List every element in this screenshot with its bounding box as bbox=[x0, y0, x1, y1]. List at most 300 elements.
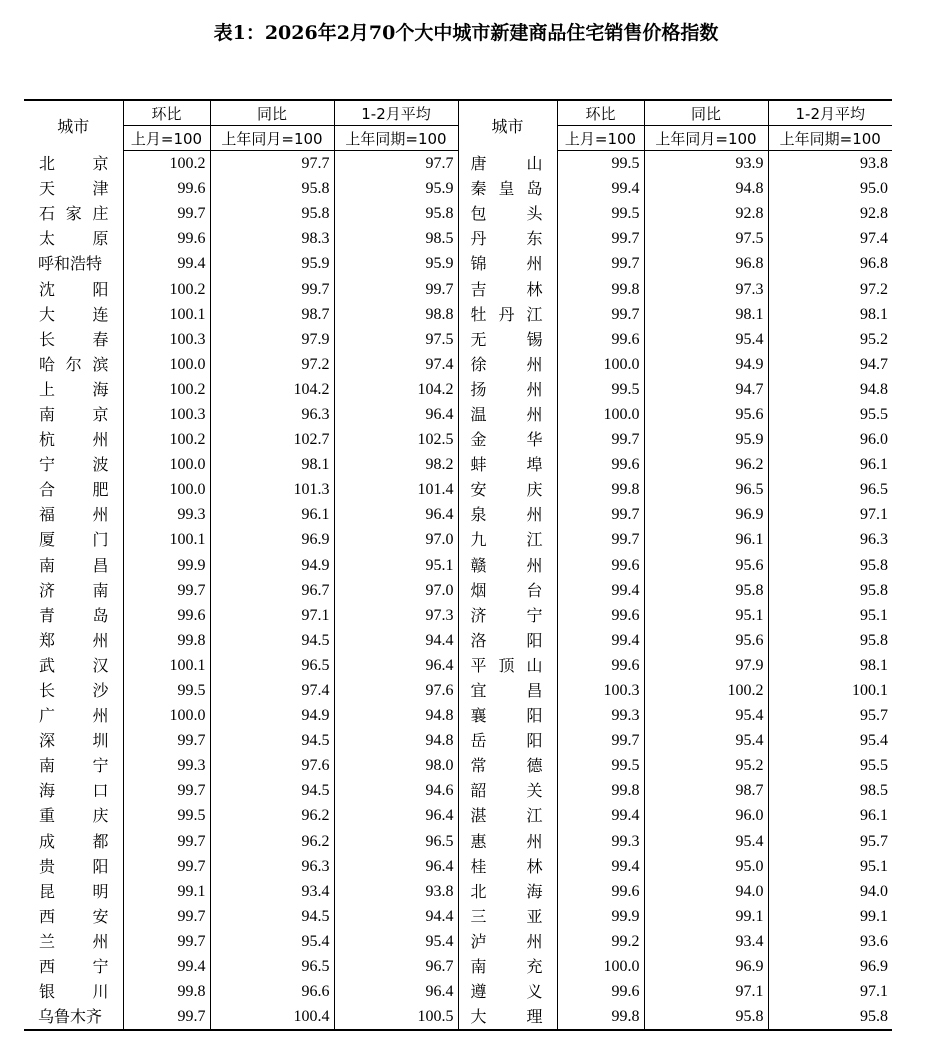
city-name-right: 宜 昌 bbox=[458, 678, 557, 703]
city-name-left: 宁 波 bbox=[24, 452, 123, 477]
city-name-left: 昆 明 bbox=[24, 879, 123, 904]
avg-value-right: 98.5 bbox=[860, 782, 888, 800]
yoy-value-left: 96.1 bbox=[210, 502, 334, 527]
yoy-value-right: 97.1 bbox=[644, 979, 768, 1004]
city-name-left: 长 沙 bbox=[24, 678, 123, 703]
city-name-right: 安 庆 bbox=[458, 477, 557, 502]
avg-value-left: 102.5 bbox=[334, 427, 458, 452]
avg-value-left: 96.4 bbox=[334, 979, 458, 1004]
avg-value-left: 94.4 bbox=[334, 904, 458, 929]
table-row bbox=[24, 954, 892, 979]
mom-value-left: 100.1 bbox=[123, 302, 210, 327]
yoy-value-right: 95.4 bbox=[644, 829, 768, 854]
mom-value-left: 100.1 bbox=[123, 527, 210, 552]
yoy-value-right: 98.7 bbox=[644, 778, 768, 803]
table-row bbox=[24, 929, 892, 954]
yoy-value-right: 95.6 bbox=[644, 402, 768, 427]
yoy-value-right: 95.8 bbox=[644, 1004, 768, 1030]
mom-value-right: 100.0 bbox=[557, 402, 644, 427]
city-name-right: 秦 皇 岛 bbox=[458, 176, 557, 201]
header-mom-left: 环比 bbox=[123, 100, 210, 126]
yoy-value-left: 101.3 bbox=[210, 477, 334, 502]
yoy-value-left: 96.6 bbox=[210, 979, 334, 1004]
table-row bbox=[24, 829, 892, 854]
yoy-value-left: 94.9 bbox=[210, 703, 334, 728]
avg-value-left: 96.4 bbox=[334, 402, 458, 427]
city-name-left: 福 州 bbox=[24, 502, 123, 527]
yoy-value-left: 95.8 bbox=[210, 176, 334, 201]
mom-value-right: 100.0 bbox=[557, 954, 644, 979]
avg-value-left: 96.4 bbox=[334, 803, 458, 828]
city-name-right: 惠 州 bbox=[458, 829, 557, 854]
mom-value-right: 99.6 bbox=[557, 553, 644, 578]
mom-value-right: 99.3 bbox=[557, 703, 644, 728]
avg-value-right: 94.7 bbox=[860, 355, 888, 373]
city-name-left: 青 岛 bbox=[24, 603, 123, 628]
avg-value-left: 94.8 bbox=[334, 728, 458, 753]
mom-value-right: 99.6 bbox=[557, 452, 644, 477]
yoy-value-right: 98.1 bbox=[644, 302, 768, 327]
table-row bbox=[24, 201, 892, 226]
yoy-value-right: 96.8 bbox=[644, 251, 768, 276]
yoy-value-left: 94.5 bbox=[210, 778, 334, 803]
mom-value-left: 100.2 bbox=[123, 276, 210, 301]
city-name-left: 深 圳 bbox=[24, 728, 123, 753]
mom-value-right: 99.4 bbox=[557, 854, 644, 879]
yoy-value-right: 93.4 bbox=[644, 929, 768, 954]
table-row bbox=[24, 176, 892, 201]
mom-value-left: 99.7 bbox=[123, 201, 210, 226]
city-name-right: 泸 州 bbox=[458, 929, 557, 954]
table-row bbox=[24, 904, 892, 929]
price-index-table bbox=[24, 99, 892, 1031]
mom-value-right: 99.8 bbox=[557, 778, 644, 803]
yoy-value-right: 95.8 bbox=[644, 578, 768, 603]
header-city-right: 城市 bbox=[458, 100, 557, 151]
mom-value-right: 99.5 bbox=[557, 377, 644, 402]
yoy-value-right: 96.2 bbox=[644, 452, 768, 477]
avg-value-right: 95.8 bbox=[860, 581, 888, 599]
avg-value-right: 95.4 bbox=[860, 732, 888, 750]
mom-value-right: 99.6 bbox=[557, 653, 644, 678]
table-row bbox=[24, 226, 892, 251]
avg-value-right: 95.8 bbox=[768, 1004, 892, 1030]
city-name-left: 济 南 bbox=[24, 578, 123, 603]
avg-value-left: 97.5 bbox=[334, 327, 458, 352]
mom-value-left: 99.6 bbox=[123, 226, 210, 251]
avg-value-left: 95.9 bbox=[334, 176, 458, 201]
avg-value-left: 95.9 bbox=[334, 251, 458, 276]
avg-value-left: 98.5 bbox=[334, 226, 458, 251]
table-row bbox=[24, 251, 892, 276]
header-mom-base-right: 上月=100 bbox=[557, 126, 644, 151]
city-name-left: 海 口 bbox=[24, 778, 123, 803]
table-body bbox=[24, 151, 892, 1031]
mom-value-left: 100.3 bbox=[123, 327, 210, 352]
city-name-right: 洛 阳 bbox=[458, 628, 557, 653]
avg-value-right: 95.2 bbox=[860, 330, 888, 348]
mom-value-right: 99.7 bbox=[557, 728, 644, 753]
mom-value-right: 99.2 bbox=[557, 929, 644, 954]
avg-value-right: 98.1 bbox=[860, 656, 888, 674]
mom-value-right: 99.8 bbox=[557, 1004, 644, 1030]
city-name-left: 成 都 bbox=[24, 829, 123, 854]
avg-value-right: 99.1 bbox=[860, 907, 888, 925]
city-name-left: 厦 门 bbox=[24, 527, 123, 552]
table-row bbox=[24, 778, 892, 803]
table-row bbox=[24, 678, 892, 703]
avg-value-right: 94.8 bbox=[860, 380, 888, 398]
header-avg-right: 1-2月平均 bbox=[768, 100, 892, 126]
city-name-left: 大 连 bbox=[24, 302, 123, 327]
mom-value-right: 99.3 bbox=[557, 829, 644, 854]
avg-value-left: 96.4 bbox=[334, 854, 458, 879]
table-row bbox=[24, 352, 892, 377]
mom-value-left: 100.3 bbox=[123, 402, 210, 427]
avg-value-left: 94.6 bbox=[334, 778, 458, 803]
mom-value-right: 99.9 bbox=[557, 904, 644, 929]
mom-value-left: 99.7 bbox=[123, 904, 210, 929]
mom-value-right: 99.7 bbox=[557, 251, 644, 276]
yoy-value-left: 94.5 bbox=[210, 628, 334, 653]
yoy-value-left: 94.9 bbox=[210, 553, 334, 578]
mom-value-right: 99.6 bbox=[557, 327, 644, 352]
avg-value-left: 97.7 bbox=[334, 151, 458, 177]
city-name-right: 温 州 bbox=[458, 402, 557, 427]
yoy-value-right: 93.9 bbox=[644, 151, 768, 177]
yoy-value-right: 95.6 bbox=[644, 553, 768, 578]
yoy-value-right: 97.3 bbox=[644, 276, 768, 301]
city-name-right: 烟 台 bbox=[458, 578, 557, 603]
table-row bbox=[24, 151, 892, 177]
avg-value-left: 98.0 bbox=[334, 753, 458, 778]
city-name-left: 贵 阳 bbox=[24, 854, 123, 879]
avg-value-left: 96.4 bbox=[334, 653, 458, 678]
city-name-right: 金 华 bbox=[458, 427, 557, 452]
yoy-value-left: 95.8 bbox=[210, 201, 334, 226]
city-name-left: 银 川 bbox=[24, 979, 123, 1004]
mom-value-right: 99.7 bbox=[557, 427, 644, 452]
mom-value-right: 99.8 bbox=[557, 477, 644, 502]
yoy-value-left: 96.3 bbox=[210, 402, 334, 427]
city-name-left: 太 原 bbox=[24, 226, 123, 251]
yoy-value-left: 104.2 bbox=[210, 377, 334, 402]
avg-value-right: 95.8 bbox=[860, 556, 888, 574]
yoy-value-left: 98.1 bbox=[210, 452, 334, 477]
mom-value-right: 99.4 bbox=[557, 803, 644, 828]
yoy-value-right: 95.4 bbox=[644, 728, 768, 753]
avg-value-right: 96.5 bbox=[860, 481, 888, 499]
yoy-value-left: 97.2 bbox=[210, 352, 334, 377]
yoy-value-right: 95.1 bbox=[644, 603, 768, 628]
yoy-value-left: 99.7 bbox=[210, 276, 334, 301]
mom-value-right: 99.4 bbox=[557, 176, 644, 201]
city-name-left: 广 州 bbox=[24, 703, 123, 728]
avg-value-left: 94.4 bbox=[334, 628, 458, 653]
header-avg-base-right: 上年同期=100 bbox=[768, 126, 892, 151]
mom-value-left: 100.0 bbox=[123, 477, 210, 502]
mom-value-right: 99.4 bbox=[557, 578, 644, 603]
table-row bbox=[24, 502, 892, 527]
city-name-right: 岳 阳 bbox=[458, 728, 557, 753]
mom-value-left: 99.7 bbox=[123, 578, 210, 603]
avg-value-right: 95.1 bbox=[860, 606, 888, 624]
yoy-value-left: 96.9 bbox=[210, 527, 334, 552]
table-row bbox=[24, 603, 892, 628]
yoy-value-left: 98.7 bbox=[210, 302, 334, 327]
mom-value-left: 100.2 bbox=[123, 427, 210, 452]
city-name-left: 南 京 bbox=[24, 402, 123, 427]
avg-value-right: 96.1 bbox=[860, 807, 888, 825]
mom-value-left: 99.5 bbox=[123, 678, 210, 703]
mom-value-left: 99.8 bbox=[123, 979, 210, 1004]
yoy-value-right: 95.6 bbox=[644, 628, 768, 653]
avg-value-left: 95.1 bbox=[334, 553, 458, 578]
mom-value-left: 99.4 bbox=[123, 954, 210, 979]
table-row bbox=[24, 527, 892, 552]
avg-value-left: 96.7 bbox=[334, 954, 458, 979]
yoy-value-left: 96.5 bbox=[210, 954, 334, 979]
mom-value-left: 99.3 bbox=[123, 753, 210, 778]
city-name-right: 襄 阳 bbox=[458, 703, 557, 728]
mom-value-left: 99.1 bbox=[123, 879, 210, 904]
mom-value-right: 99.4 bbox=[557, 628, 644, 653]
table-row bbox=[24, 377, 892, 402]
mom-value-right: 99.7 bbox=[557, 502, 644, 527]
avg-value-left: 95.8 bbox=[334, 201, 458, 226]
yoy-value-left: 98.3 bbox=[210, 226, 334, 251]
avg-value-left: 98.2 bbox=[334, 452, 458, 477]
yoy-value-left: 94.5 bbox=[210, 904, 334, 929]
mom-value-right: 100.0 bbox=[557, 352, 644, 377]
avg-value-right: 96.3 bbox=[860, 531, 888, 549]
city-name-left: 西 宁 bbox=[24, 954, 123, 979]
table-row bbox=[24, 803, 892, 828]
header-avg-left: 1-2月平均 bbox=[334, 100, 458, 126]
avg-value-right: 97.4 bbox=[860, 230, 888, 248]
avg-value-left: 104.2 bbox=[334, 377, 458, 402]
yoy-value-right: 97.9 bbox=[644, 653, 768, 678]
city-name-left: 西 安 bbox=[24, 904, 123, 929]
header-mom-right: 环比 bbox=[557, 100, 644, 126]
city-name-right: 牡 丹 江 bbox=[458, 302, 557, 327]
avg-value-right: 95.0 bbox=[860, 180, 888, 198]
city-name-right: 济 宁 bbox=[458, 603, 557, 628]
city-name-left: 合 肥 bbox=[24, 477, 123, 502]
city-name-left: 乌鲁木齐 bbox=[24, 1004, 123, 1030]
city-name-right: 韶 关 bbox=[458, 778, 557, 803]
yoy-value-left: 96.3 bbox=[210, 854, 334, 879]
yoy-value-right: 95.0 bbox=[644, 854, 768, 879]
city-name-left: 天 津 bbox=[24, 176, 123, 201]
city-name-right: 徐 州 bbox=[458, 352, 557, 377]
yoy-value-right: 99.1 bbox=[644, 904, 768, 929]
yoy-value-right: 95.4 bbox=[644, 327, 768, 352]
avg-value-right: 92.8 bbox=[860, 205, 888, 223]
yoy-value-right: 96.9 bbox=[644, 502, 768, 527]
city-name-right: 赣 州 bbox=[458, 553, 557, 578]
mom-value-right: 99.6 bbox=[557, 879, 644, 904]
avg-value-left: 100.5 bbox=[334, 1004, 458, 1030]
avg-value-left: 98.8 bbox=[334, 302, 458, 327]
mom-value-left: 99.9 bbox=[123, 553, 210, 578]
yoy-value-right: 100.2 bbox=[644, 678, 768, 703]
mom-value-left: 100.2 bbox=[123, 377, 210, 402]
city-name-right: 南 充 bbox=[458, 954, 557, 979]
city-name-left: 杭 州 bbox=[24, 427, 123, 452]
avg-value-right: 97.1 bbox=[860, 506, 888, 524]
yoy-value-right: 94.0 bbox=[644, 879, 768, 904]
city-name-right: 泉 州 bbox=[458, 502, 557, 527]
yoy-value-left: 97.7 bbox=[210, 151, 334, 177]
mom-value-right: 99.7 bbox=[557, 527, 644, 552]
city-name-left: 上 海 bbox=[24, 377, 123, 402]
table-row bbox=[24, 578, 892, 603]
city-name-left: 沈 阳 bbox=[24, 276, 123, 301]
table-row bbox=[24, 402, 892, 427]
avg-value-left: 101.4 bbox=[334, 477, 458, 502]
city-name-right: 包 头 bbox=[458, 201, 557, 226]
mom-value-left: 100.0 bbox=[123, 352, 210, 377]
yoy-value-right: 95.2 bbox=[644, 753, 768, 778]
yoy-value-left: 95.9 bbox=[210, 251, 334, 276]
yoy-value-right: 96.5 bbox=[644, 477, 768, 502]
city-name-left: 呼和浩特 bbox=[24, 251, 123, 276]
table-row bbox=[24, 276, 892, 301]
yoy-value-left: 97.4 bbox=[210, 678, 334, 703]
mom-value-left: 100.1 bbox=[123, 653, 210, 678]
mom-value-left: 99.7 bbox=[123, 728, 210, 753]
mom-value-left: 99.7 bbox=[123, 854, 210, 879]
avg-value-right: 100.1 bbox=[852, 682, 888, 700]
mom-value-right: 99.5 bbox=[557, 151, 644, 177]
city-name-left: 南 昌 bbox=[24, 553, 123, 578]
avg-value-left: 95.4 bbox=[334, 929, 458, 954]
header-mom-base-left: 上月=100 bbox=[123, 126, 210, 151]
table-row bbox=[24, 728, 892, 753]
yoy-value-right: 94.9 bbox=[644, 352, 768, 377]
mom-value-left: 99.5 bbox=[123, 803, 210, 828]
yoy-value-right: 92.8 bbox=[644, 201, 768, 226]
header-yoy-base-left: 上年同月=100 bbox=[210, 126, 334, 151]
avg-value-left: 96.5 bbox=[334, 829, 458, 854]
avg-value-left: 97.4 bbox=[334, 352, 458, 377]
avg-value-right: 95.7 bbox=[860, 832, 888, 850]
yoy-value-left: 96.2 bbox=[210, 803, 334, 828]
mom-value-right: 99.7 bbox=[557, 226, 644, 251]
yoy-value-right: 94.7 bbox=[644, 377, 768, 402]
city-name-right: 北 海 bbox=[458, 879, 557, 904]
yoy-value-right: 96.1 bbox=[644, 527, 768, 552]
table-row bbox=[24, 628, 892, 653]
mom-value-right: 100.3 bbox=[557, 678, 644, 703]
header-yoy-base-right: 上年同月=100 bbox=[644, 126, 768, 151]
avg-value-right: 95.7 bbox=[860, 707, 888, 725]
table-row bbox=[24, 302, 892, 327]
avg-value-right: 96.8 bbox=[860, 255, 888, 273]
avg-value-right: 96.1 bbox=[860, 456, 888, 474]
table-row bbox=[24, 477, 892, 502]
mom-value-right: 99.6 bbox=[557, 979, 644, 1004]
yoy-value-right: 94.8 bbox=[644, 176, 768, 201]
yoy-value-left: 102.7 bbox=[210, 427, 334, 452]
mom-value-left: 99.7 bbox=[123, 1004, 210, 1030]
mom-value-left: 100.0 bbox=[123, 452, 210, 477]
city-name-left: 兰 州 bbox=[24, 929, 123, 954]
mom-value-right: 99.5 bbox=[557, 753, 644, 778]
mom-value-right: 99.5 bbox=[557, 201, 644, 226]
yoy-value-left: 95.4 bbox=[210, 929, 334, 954]
header-avg-base-left: 上年同期=100 bbox=[334, 126, 458, 151]
table-title: 表1：2026年2月70个大中城市新建商品住宅销售价格指数 bbox=[213, 22, 719, 44]
yoy-value-right: 95.9 bbox=[644, 427, 768, 452]
mom-value-left: 99.6 bbox=[123, 176, 210, 201]
city-name-right: 三 亚 bbox=[458, 904, 557, 929]
yoy-value-left: 97.6 bbox=[210, 753, 334, 778]
table-row bbox=[24, 879, 892, 904]
yoy-value-left: 93.4 bbox=[210, 879, 334, 904]
yoy-value-right: 96.0 bbox=[644, 803, 768, 828]
header-city-left: 城市 bbox=[24, 100, 123, 151]
header-yoy-left: 同比 bbox=[210, 100, 334, 126]
avg-value-right: 93.6 bbox=[860, 932, 888, 950]
table-row bbox=[24, 327, 892, 352]
header-row-1 bbox=[24, 100, 892, 126]
yoy-value-left: 97.9 bbox=[210, 327, 334, 352]
yoy-value-left: 96.2 bbox=[210, 829, 334, 854]
table-row bbox=[24, 854, 892, 879]
header-yoy-right: 同比 bbox=[644, 100, 768, 126]
avg-value-right: 96.9 bbox=[860, 958, 888, 976]
avg-value-left: 96.4 bbox=[334, 502, 458, 527]
avg-value-left: 99.7 bbox=[334, 276, 458, 301]
mom-value-left: 99.7 bbox=[123, 778, 210, 803]
city-name-left: 石 家 庄 bbox=[24, 201, 123, 226]
avg-value-left: 93.8 bbox=[334, 879, 458, 904]
city-name-right: 锦 州 bbox=[458, 251, 557, 276]
city-name-right: 扬 州 bbox=[458, 377, 557, 402]
avg-value-right: 96.0 bbox=[860, 431, 888, 449]
avg-value-right: 93.8 bbox=[860, 155, 888, 173]
avg-value-right: 95.1 bbox=[860, 857, 888, 875]
yoy-value-left: 96.5 bbox=[210, 653, 334, 678]
mom-value-left: 99.8 bbox=[123, 628, 210, 653]
city-name-right: 桂 林 bbox=[458, 854, 557, 879]
yoy-value-left: 97.1 bbox=[210, 603, 334, 628]
city-name-left: 长 春 bbox=[24, 327, 123, 352]
avg-value-left: 94.8 bbox=[334, 703, 458, 728]
yoy-value-right: 95.4 bbox=[644, 703, 768, 728]
mom-value-left: 100.2 bbox=[123, 151, 210, 177]
mom-value-left: 99.7 bbox=[123, 829, 210, 854]
city-name-right: 蚌 埠 bbox=[458, 452, 557, 477]
city-name-right: 湛 江 bbox=[458, 803, 557, 828]
city-name-right: 大 理 bbox=[458, 1004, 557, 1030]
table-row bbox=[24, 1004, 892, 1030]
yoy-value-left: 100.4 bbox=[210, 1004, 334, 1030]
city-name-right: 无 锡 bbox=[458, 327, 557, 352]
city-name-right: 吉 林 bbox=[458, 276, 557, 301]
yoy-value-right: 97.5 bbox=[644, 226, 768, 251]
table-row bbox=[24, 653, 892, 678]
mom-value-left: 99.3 bbox=[123, 502, 210, 527]
mom-value-left: 100.0 bbox=[123, 703, 210, 728]
avg-value-right: 95.5 bbox=[860, 405, 888, 423]
avg-value-left: 97.0 bbox=[334, 527, 458, 552]
city-name-left: 重 庆 bbox=[24, 803, 123, 828]
avg-value-left: 97.0 bbox=[334, 578, 458, 603]
table-row bbox=[24, 753, 892, 778]
